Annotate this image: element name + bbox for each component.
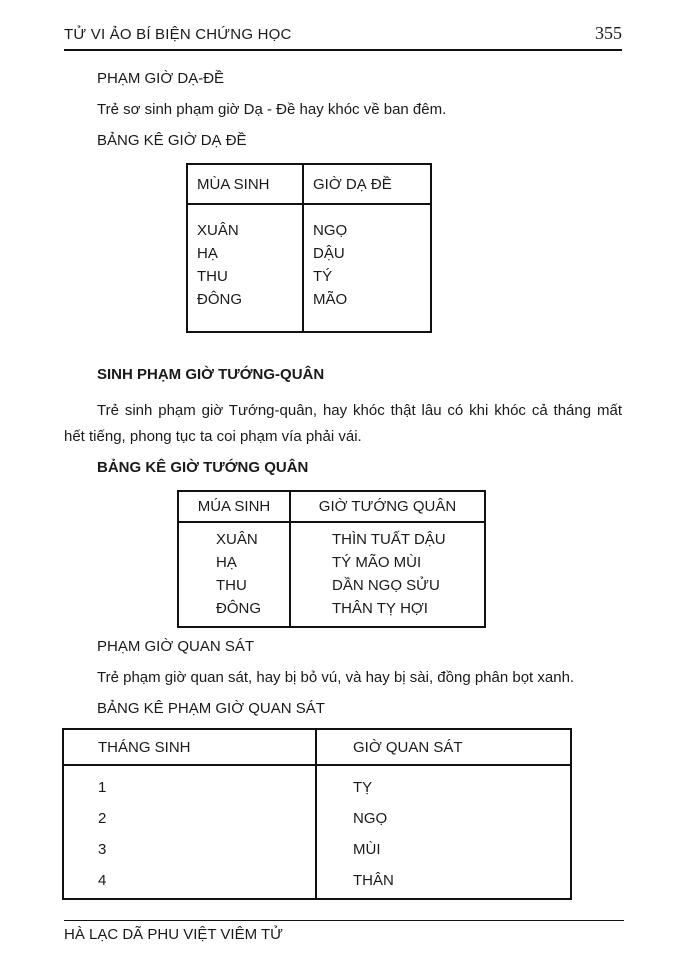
cell-line: 3 — [98, 841, 107, 858]
column-header-gio-quan-sat: GIỜ QUAN SÁT — [316, 729, 571, 765]
table-header-row — [187, 164, 431, 204]
cell-line: 4 — [98, 872, 107, 889]
cell-line: HẠ — [216, 554, 237, 571]
table-row — [178, 522, 485, 627]
page-number: 355 — [595, 23, 622, 43]
cell-line: THU — [216, 577, 247, 594]
cell-line: XUÂN — [197, 222, 239, 239]
table-head — [178, 491, 485, 522]
table-body — [63, 765, 571, 899]
running-header — [64, 0, 622, 51]
table-title-da-de: BẢNG KÊ GIỜ DẠ ĐỀ — [97, 132, 247, 149]
paragraph-tuong-quan: Trẻ sinh phạm giờ Tướng-quân, hay khóc thật lâu có khi khóc cả tháng mất hết tiếng, phong tục ta coi phạm vía phải vái. — [64, 402, 622, 445]
table-head — [187, 164, 431, 204]
table-cell-seasons — [187, 204, 303, 332]
table-cell-months — [63, 765, 316, 899]
section-heading-da-de: PHẠM GIỜ DẠ-ĐỀ — [97, 70, 225, 87]
table-gio-tuong-quan — [177, 490, 486, 628]
table-head — [63, 729, 571, 765]
cell-line: DẦN NGỌ SỬU — [332, 577, 440, 594]
cell-line: ĐÔNG — [216, 600, 261, 617]
table-body — [178, 522, 485, 627]
cell-line: THÂN — [353, 872, 394, 889]
section-heading-tuong-quan: SINH PHẠM GIỜ TƯỚNG-QUÂN — [97, 366, 325, 383]
cell-line: MÙI — [353, 841, 381, 858]
table-gio-quan-sat — [62, 728, 572, 900]
table-gio-da-de — [186, 163, 432, 333]
book-title: TỬ VI ẢO BÍ BIỆN CHỨNG HỌC — [64, 26, 292, 43]
cell-line: XUÂN — [216, 531, 258, 548]
cell-line: TÝ — [313, 268, 333, 285]
table-title-quan-sat: BẢNG KÊ PHẠM GIỜ QUAN SÁT — [97, 700, 325, 717]
table-row — [63, 765, 571, 899]
running-footer — [64, 920, 624, 943]
table-title-tuong-quan: BẢNG KÊ GIỜ TƯỚNG QUÂN — [97, 459, 309, 476]
cell-line: DẬU — [313, 245, 345, 262]
section-heading-quan-sat: PHẠM GIỜ QUAN SÁT — [97, 638, 255, 655]
table-cell-seasons — [178, 522, 290, 627]
cell-line: TÝ MÃO MÙI — [332, 554, 422, 571]
paragraph-quan-sat: Trẻ phạm giờ quan sát, hay bị bỏ vú, và hay bị sài, đồng phân bọt xanh. — [97, 669, 575, 686]
column-header-thang-sinh: THÁNG SINH — [63, 729, 316, 765]
table-row — [187, 204, 431, 332]
cell-line: THU — [197, 268, 228, 285]
cell-line: 1 — [98, 779, 107, 796]
table-header-row — [178, 491, 485, 522]
cell-line: 2 — [98, 810, 107, 827]
cell-line: NGỌ — [313, 222, 348, 239]
table-cell-hours — [303, 204, 431, 332]
column-header-gio-da-de: GIỜ DẠ ĐỀ — [303, 164, 431, 204]
table-header-row — [63, 729, 571, 765]
column-header-mua-sinh: MÚA SINH — [178, 491, 290, 522]
page-content — [0, 69, 686, 900]
cell-line: TỴ — [353, 779, 373, 796]
cell-line: THÌN TUẤT DẬU — [332, 531, 446, 548]
column-header-mua-sinh: MÙA SINH — [187, 164, 303, 204]
cell-line: THÂN TỴ HỢI — [332, 600, 428, 617]
cell-line: MÃO — [313, 291, 348, 308]
paragraph-da-de: Trẻ sơ sinh phạm giờ Dạ - Đề hay khóc về ban đêm. — [97, 101, 447, 118]
cell-line: NGỌ — [353, 810, 388, 827]
footer-author-text: HÀ LẠC DÃ PHU VIỆT VIÊM TỬ — [64, 926, 283, 943]
table-body — [187, 204, 431, 332]
cell-line: ĐÔNG — [197, 291, 242, 308]
table-cell-hours — [316, 765, 571, 899]
column-header-gio-tuong-quan: GIỜ TƯỚNG QUÂN — [290, 491, 485, 522]
table-cell-hours — [290, 522, 485, 627]
cell-line: HẠ — [197, 245, 218, 262]
